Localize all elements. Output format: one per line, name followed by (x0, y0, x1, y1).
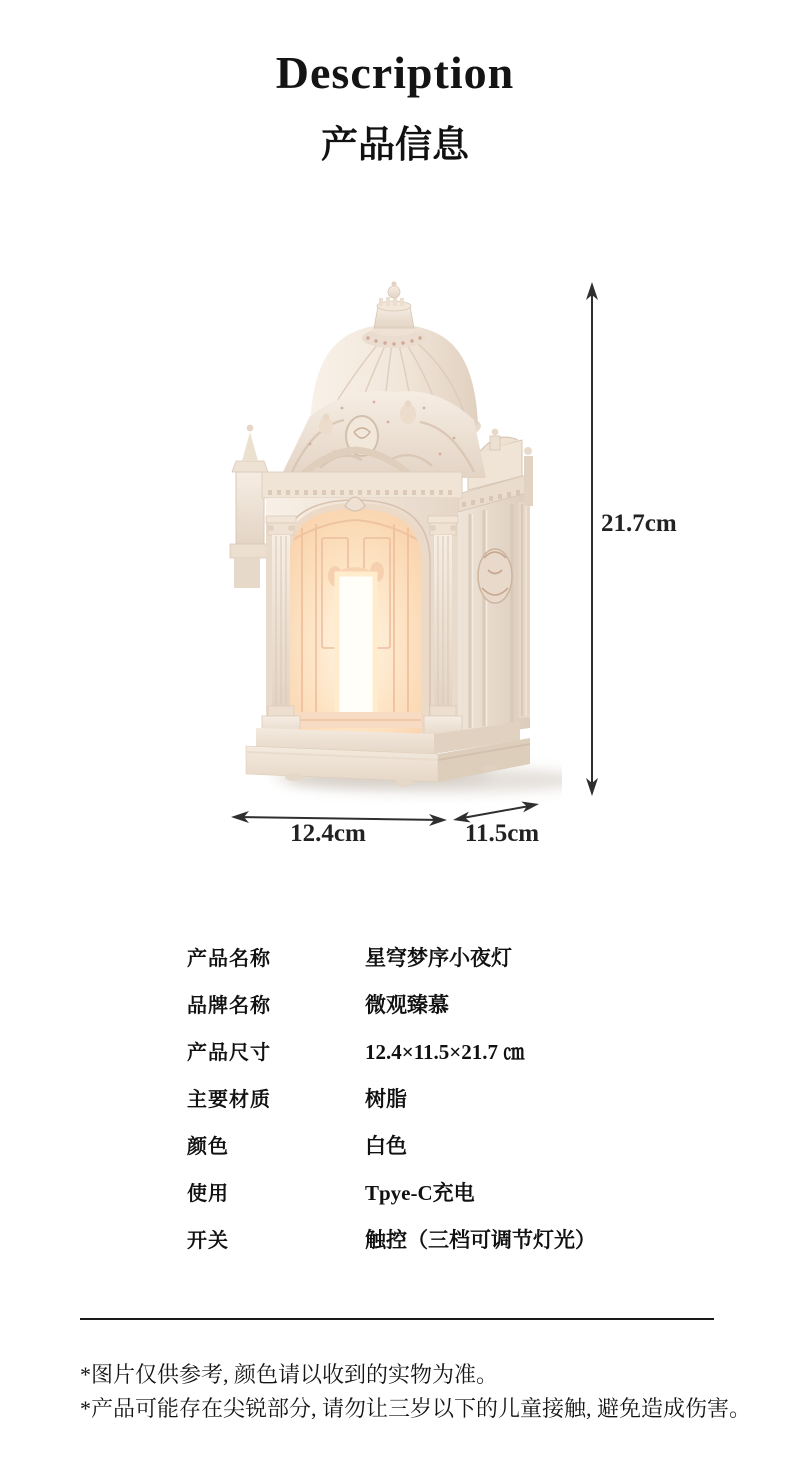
spec-label: 品牌名称 (187, 995, 271, 1017)
spec-label: 产品名称 (187, 948, 271, 970)
pavilion-lamp-illustration (222, 276, 562, 806)
spec-row-material (187, 1074, 667, 1121)
spec-label: 颜色 (187, 1136, 229, 1158)
section-divider (80, 1318, 714, 1320)
page-title-english: Description (275, 47, 515, 98)
disclaimer-section (80, 1358, 760, 1426)
spec-value: Tpye-C充电 (365, 1180, 475, 1205)
spec-value: 树脂 (365, 1086, 407, 1111)
spec-row-brand-name (187, 980, 667, 1027)
spec-table (187, 933, 667, 1262)
depth-dimension-label: 11.5cm (464, 820, 540, 847)
spec-row-product-name (187, 933, 667, 980)
spec-label: 开关 (187, 1230, 229, 1252)
spec-label: 主要材质 (187, 1089, 271, 1111)
spec-row-dimensions (187, 1027, 667, 1074)
spec-value: 12.4×11.5×21.7 ㎝ (365, 1039, 525, 1064)
page-title-chinese: 产品信息 (321, 125, 469, 166)
product-image (222, 276, 562, 806)
spec-row-color (187, 1121, 667, 1168)
height-dimension-label: 21.7cm (601, 510, 677, 537)
spec-value: 微观臻慕 (365, 992, 449, 1017)
spec-row-switch (187, 1215, 667, 1262)
spec-value: 白色 (365, 1133, 407, 1158)
disclaimer-line-2: *产品可能存在尖锐部分, 请勿让三岁以下的儿童接触, 避免造成伤害。 (80, 1396, 752, 1421)
disclaimer-line-1: *图片仅供参考, 颜色请以收到的实物为准。 (80, 1362, 499, 1387)
width-dimension-label: 12.4cm (290, 820, 366, 847)
spec-value: 星穹梦序小夜灯 (365, 945, 512, 970)
spec-label: 使用 (187, 1183, 229, 1205)
spec-row-usage (187, 1168, 667, 1215)
spec-value: 触控（三档可调节灯光） (365, 1227, 596, 1252)
height-dimension-arrow (581, 280, 603, 798)
spec-label: 产品尺寸 (187, 1042, 271, 1064)
